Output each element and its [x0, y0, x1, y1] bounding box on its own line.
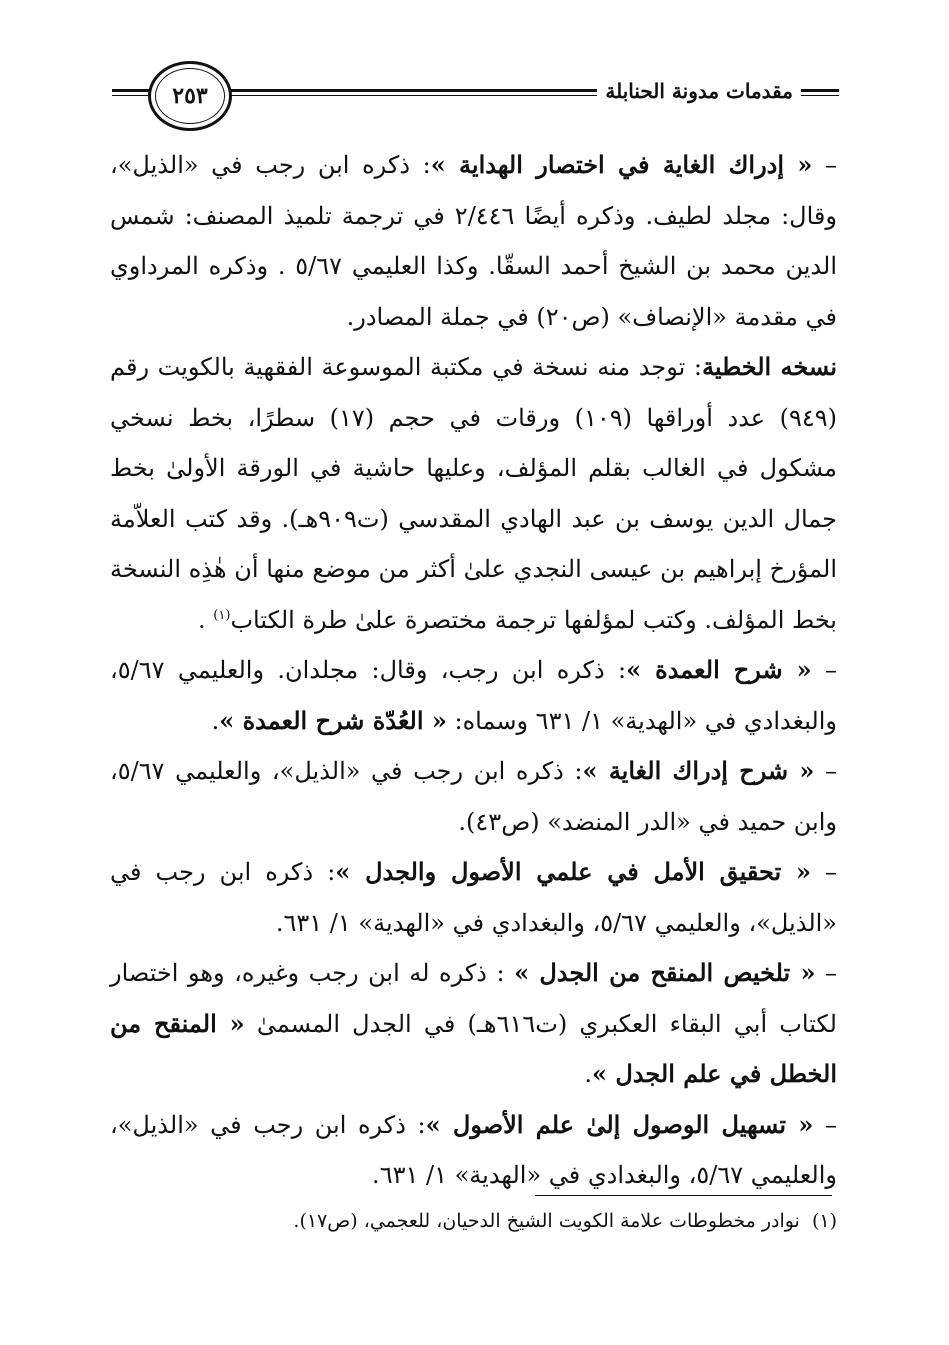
entry-tashil: – « تسهيل الوصول إلىٰ علم الأصول »: ذكره ابن رجب في «الذيل»، والعليمي ٥/٦٧، والبغدادي في «الهدية» ١/ ٦٣١.: [110, 1109, 837, 1189]
entry-idrak: – « إدراك الغاية في اختصار الهداية »: ذكره ابن رجب في «الذيل»، وقال: مجلد لطيف. وذكره أيضًا ٢/٤٤٦ في ترجمة تلميذ المصنف: شمس الدين محمد بن الشيخ أحمد السقّا. وكذا العليمي ٥/٦٧ . وذكره المرداوي في مقدمة «الإنصاف» (ص٢٠) في جملة المصادر.: [110, 150, 837, 331]
page-header: [0, 55, 949, 135]
entry-sharh-umda: – « شرح العمدة »: ذكره ابن رجب، وقال: مجلدان. والعليمي ٥/٦٧، والبغدادي في «الهدية» ١/ ٦٣١ وسماه: « العُدّة شرح العمدة ».: [110, 655, 838, 735]
entry-alt-title: « المنقح من الخطل في علم الجدل »: [110, 1008, 837, 1088]
page-number: ٢٥٣: [148, 61, 232, 131]
entry-manuscripts: نسخه الخطية: توجد منه نسخة في مكتبة الموسوعة الفقهية بالكويت رقم (٩٤٩) عدد أوراقها (١٠٩) ورقات في حجم (١٧) سطرًا، بخط نسخي مشكول في الغالب بقلم المؤلف، وعليها حاشية في الورقة الأولىٰ بخط جمال الدين يوسف بن عبد الهادي المقدسي (ت٩٠٩هـ). وقد كتب العلاّمة المؤرخ إبراهيم بن عيسى النجدي علىٰ أكثر من موضع منها أن هٰذِه النسخة بخط المؤلف. وكتب لمؤلفها ترجمة مختصرة علىٰ طرة الكتاب$^{(١)}$ .: [110, 352, 837, 634]
manuscripts-label: نسخه الخطية: [701, 352, 837, 381]
entry-title: « تسهيل الوصول إلىٰ علم الأصول »: [425, 1109, 814, 1139]
running-title: مقدمات مدونة الحنابلة: [597, 79, 801, 103]
entry-talkhis: – « تلخيص المنقح من الجدل » : ذكره له ابن رجب وغيره، وهو اختصار لكتاب أبي البقاء العكبري (ت٦١٦هـ) في الجدل المسمىٰ « المنقح من الخطل في علم الجدل ».: [110, 958, 837, 1088]
entry-title: « شرح إدراك الغاية »: [582, 756, 815, 785]
page-body: [110, 140, 837, 1201]
entry-title: « تلخيص المنقح من الجدل »: [514, 958, 816, 987]
footnote: [110, 1210, 837, 1232]
entry-title: « تحقيق الأمل في علمي الأصول والجدل »: [335, 857, 811, 886]
footnote-number: (١): [811, 1210, 837, 1232]
footnote-text: نوادر مخطوطات علامة الكويت الشيخ الدحيان، للعجمي، (ص١٧).: [293, 1210, 800, 1232]
footnote-divider: [535, 1195, 832, 1196]
footnote-ref: (١): [213, 607, 231, 623]
entry-tahqiq-amal: – « تحقيق الأمل في علمي الأصول والجدل »: ذكره ابن رجب في «الذيل»، والعليمي ٥/٦٧، والبغدادي في «الهدية» ١/ ٦٣١.: [110, 857, 837, 937]
entry-sharh-idrak: – « شرح إدراك الغاية »: ذكره ابن رجب في «الذيل»، والعليمي ٥/٦٧، وابن حميد في «الدر المنضد» (ص٤٣).: [110, 756, 838, 836]
entry-alt-title: « العُدّة شرح العمدة »: [219, 705, 447, 735]
entry-title: « شرح العمدة »: [626, 655, 812, 684]
entry-title: « إدراك الغاية في اختصار الهداية »: [430, 150, 813, 179]
